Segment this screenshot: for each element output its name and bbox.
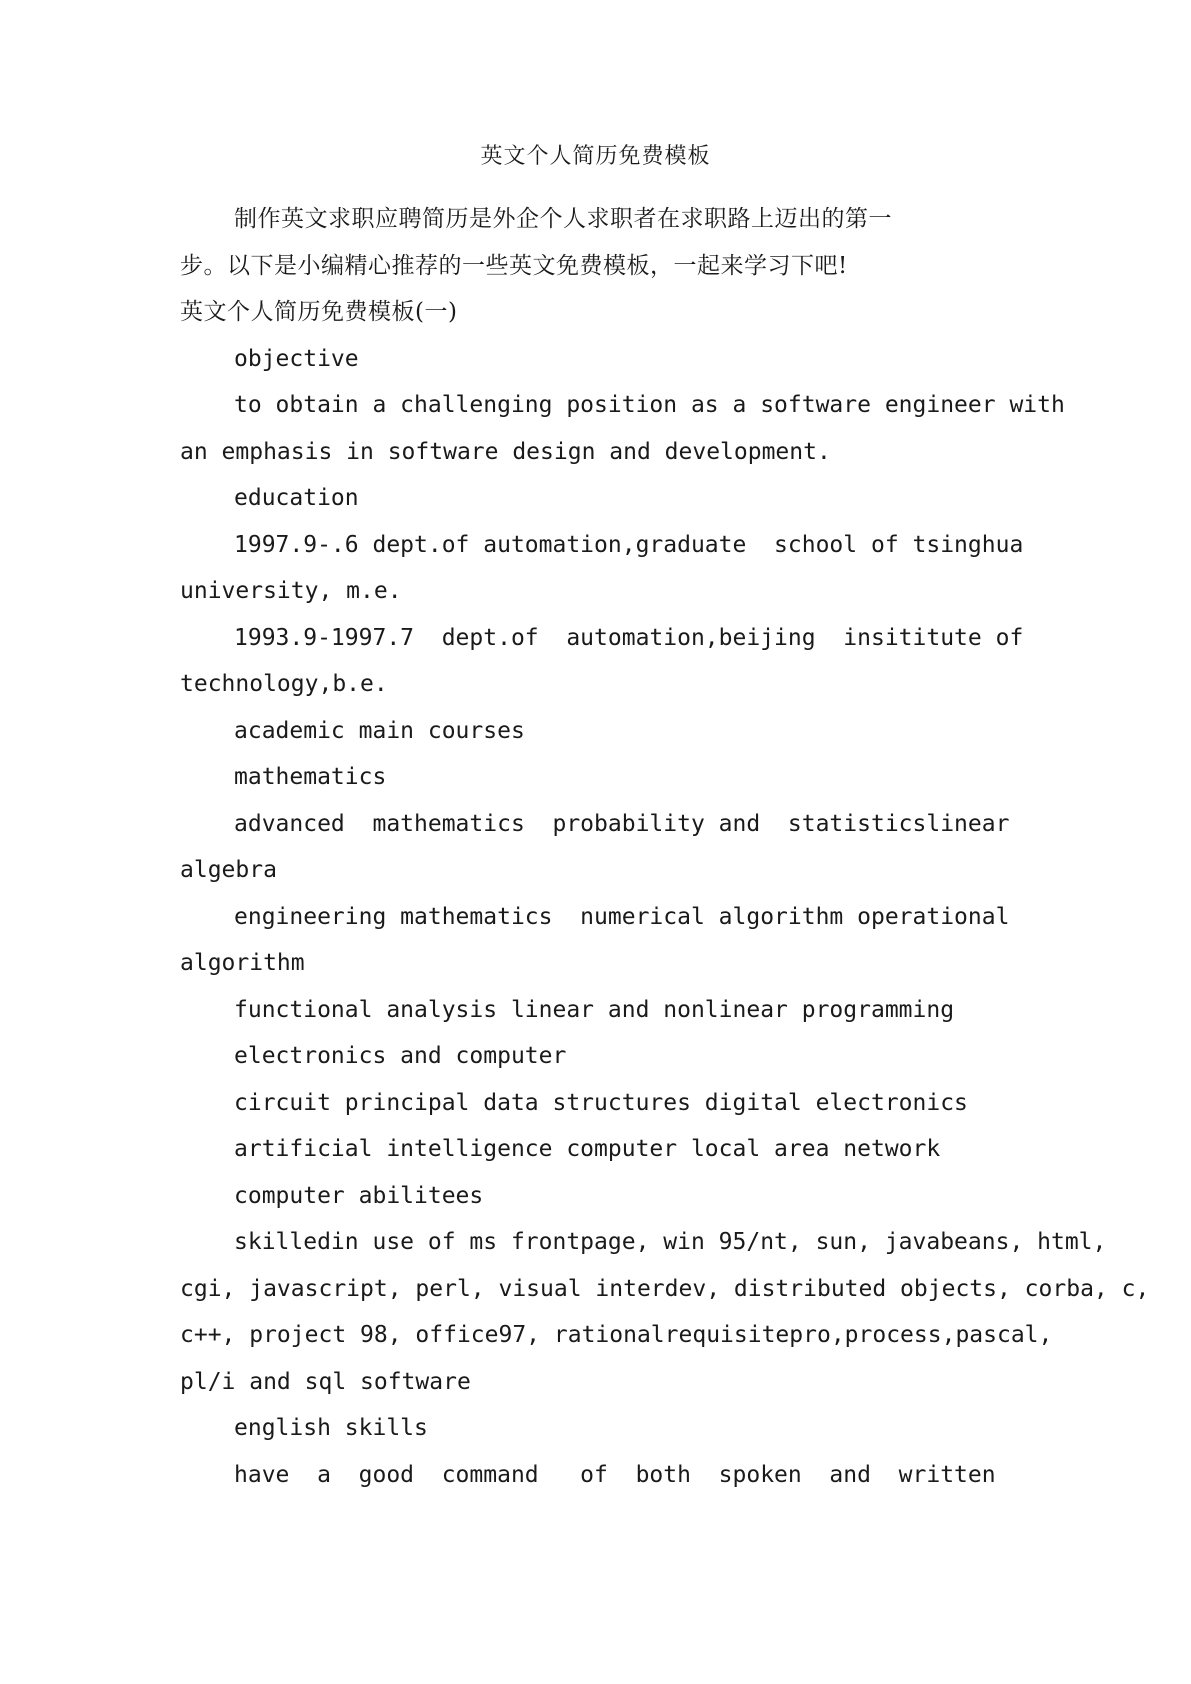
- intro-line-1: 制作英文求职应聘简历是外企个人求职者在求职路上迈出的第一: [234, 206, 892, 232]
- math-courses-line-4: algorithm: [180, 950, 305, 976]
- education-entry-1-line-1: 1997.9-.6 dept.of automation,graduate school of tsinghua: [234, 531, 1024, 558]
- courses-heading: academic main courses: [234, 717, 525, 744]
- document-title: 英文个人简历免费模板: [480, 144, 711, 169]
- computer-skills-line-3: c++, project 98, office97, rationalrequisitepro,process,pascal,: [180, 1322, 1053, 1348]
- electronics-courses-line-2: artificial intelligence computer local area network: [234, 1136, 941, 1162]
- english-skills-heading: english skills: [234, 1415, 428, 1441]
- computer-skills-line-2: cgi, javascript, perl, visual interdev, distributed objects, corba, c,: [180, 1275, 1150, 1302]
- intro-line-2: 步。以下是小编精心推荐的一些英文免费模板，一起来学习下吧!: [180, 252, 848, 279]
- objective-text-line-1: to obtain a challenging position as a software engineer with: [234, 392, 1065, 418]
- computer-abilities-heading: computer abilitees: [234, 1182, 484, 1209]
- section-heading: 英文个人简历免费模板(一): [180, 299, 458, 325]
- math-courses-line-3: engineering mathematics numerical algorithm operational: [234, 903, 1010, 930]
- education-entry-2-line-1: 1993.9-1997.7 dept.of automation,beijing insititute of: [234, 624, 1024, 651]
- education-entry-1-line-2: university, m.e.: [180, 578, 402, 604]
- document-body: [180, 196, 1150, 1498]
- education-heading: education: [234, 485, 359, 511]
- electronics-courses-line-1: circuit principal data structures digital electronics: [234, 1089, 968, 1116]
- objective-text-line-2: an emphasis in software design and development.: [180, 438, 831, 465]
- math-courses-line-2: algebra: [180, 857, 277, 883]
- mathematics-subheading: mathematics: [234, 764, 387, 790]
- math-courses-line-1: advanced mathematics probability and statisticslinear: [234, 810, 1010, 837]
- objective-heading: objective: [234, 345, 359, 372]
- education-entry-2-line-2: technology,b.e.: [180, 671, 388, 697]
- computer-skills-line-1: skilledin use of ms frontpage, win 95/nt, sun, javabeans, html,: [234, 1229, 1107, 1255]
- electronics-subheading: electronics and computer: [234, 1043, 567, 1069]
- english-skills-line-1: have a good command of both spoken and written: [234, 1461, 996, 1488]
- math-courses-line-5: functional analysis linear and nonlinear programming: [234, 996, 955, 1023]
- computer-skills-line-4: pl/i and sql software: [180, 1368, 471, 1395]
